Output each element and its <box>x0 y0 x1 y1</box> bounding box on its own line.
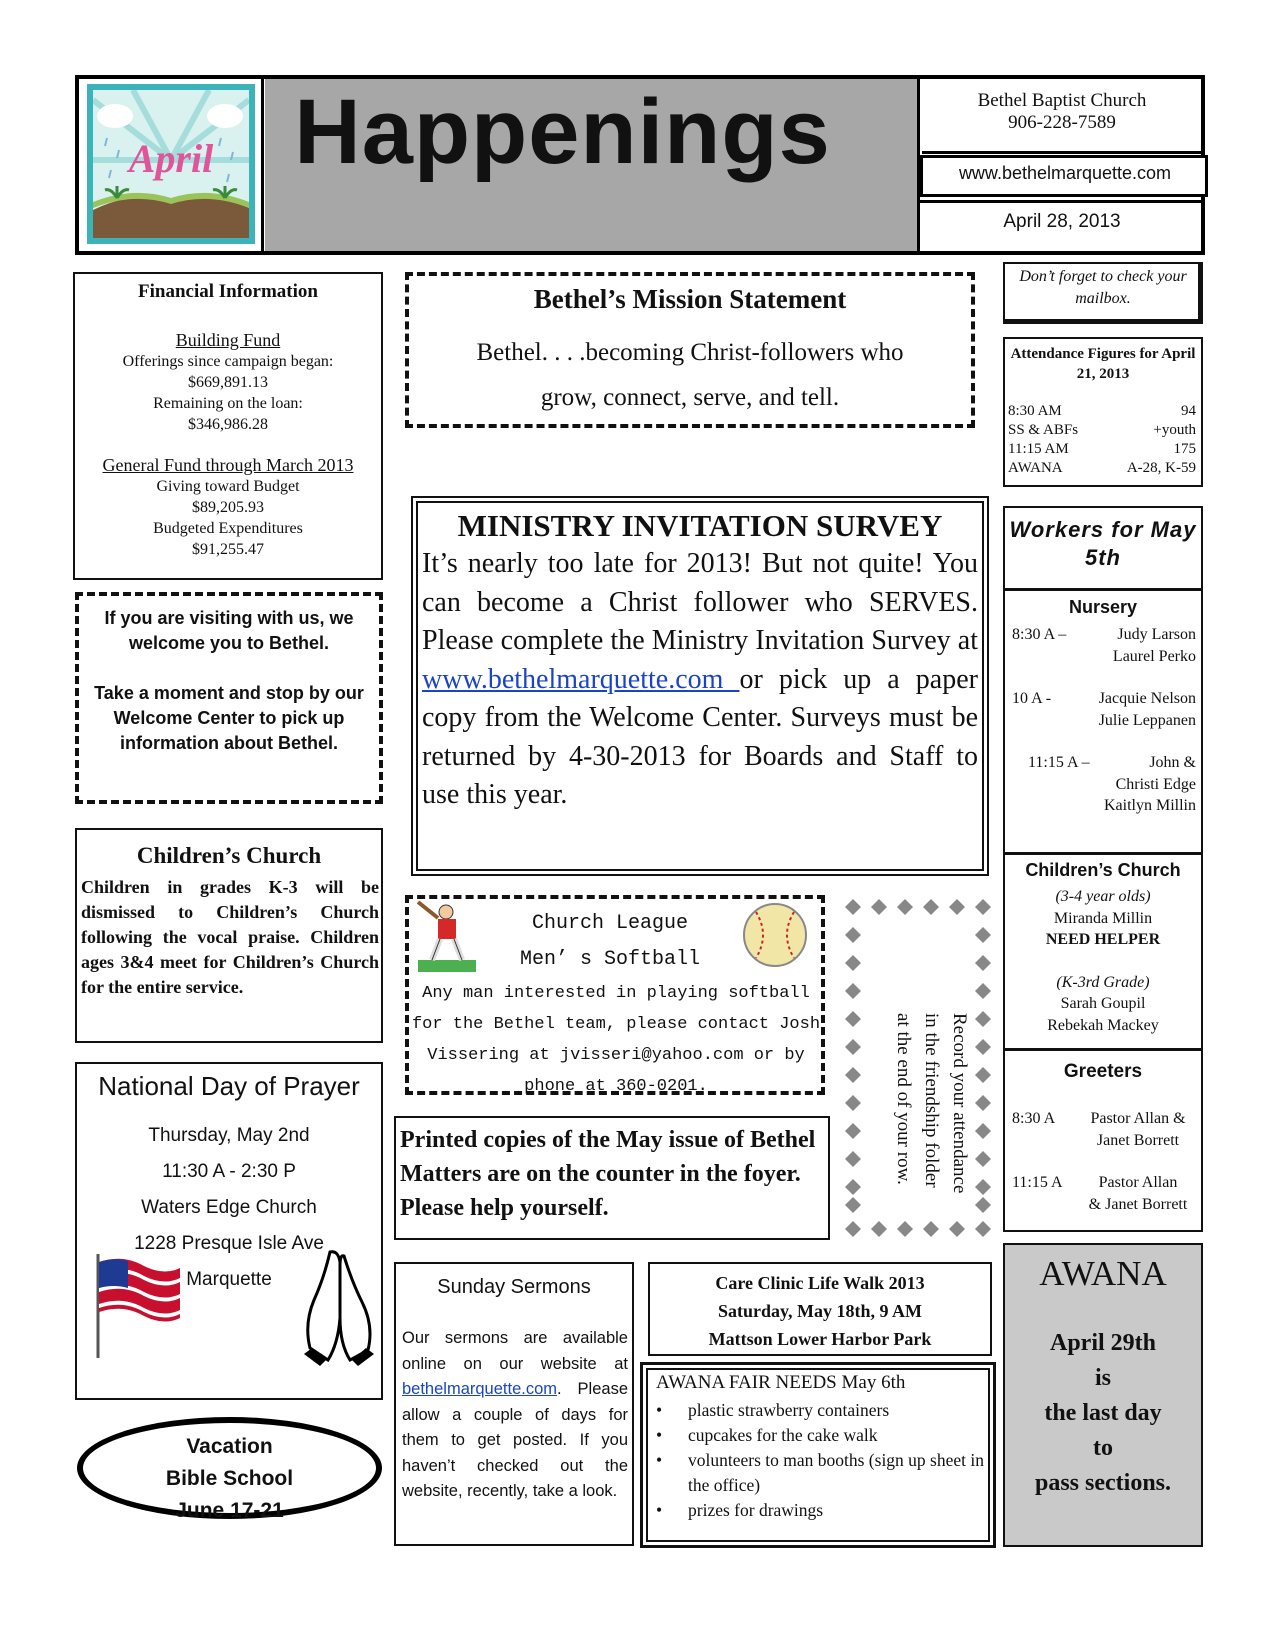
april-logo-image <box>93 90 249 238</box>
lifewalk-line2: Saturday, May 18th, 9 AM <box>717 1301 922 1321</box>
attendance-note-line2: in the friendship folder <box>921 1013 942 1188</box>
nursery-schedule <box>1012 624 1196 817</box>
mission-line1: Bethel. . . .becoming Christ-followers who <box>476 339 904 366</box>
softball-body: Any man interested in playing softball for the Bethel team, please contact Josh Vissering at jvisseri@yahoo.com or by phone at 360-0201. <box>411 984 821 1096</box>
financial-body <box>75 330 381 560</box>
awana-heading: AWANA <box>1039 1254 1167 1293</box>
nursery-title: Nursery <box>1068 597 1138 617</box>
nursery-slot: 11:15 A – John & Christi Edge Kaitlyn Millin <box>1028 754 1196 814</box>
issue-date: April 28, 2013 <box>1003 211 1121 232</box>
prayer-heading: National Day of Prayer <box>98 1071 360 1101</box>
newsletter-title: Happenings <box>294 81 831 183</box>
prayer-day: Thursday, May 2nd <box>148 1125 310 1146</box>
awana-line4: to <box>1093 1435 1113 1461</box>
softball-line1: Church League <box>531 912 689 935</box>
softball-title <box>480 906 740 978</box>
survey-text-start: It’s nearly too late for 2013! But not quite! You can become a Christ follower who SERVES. Please complete the Ministry Invitation Survey at <box>422 548 978 656</box>
remaining-value: $346,986.28 <box>188 416 268 433</box>
cc-need-helper: NEED HELPER <box>1045 931 1161 948</box>
church-phone: 906-228-7589 <box>1008 112 1116 133</box>
cc-title: Children’s Church <box>1025 860 1181 880</box>
cc-schedule <box>1005 886 1201 1036</box>
workers-divider <box>1003 852 1203 855</box>
attendance-note-line1: Record your attendance <box>949 1013 970 1194</box>
softball-line2: Men’ s Softball <box>519 948 701 971</box>
welcome-line2: Take a moment and stop by our Welcome Center to pick up information about Bethel. <box>94 683 364 753</box>
childrens-church-body: Children in grades K-3 will be dismissed to Children’s Church following the vocal praise. Children ages 3&4 meet for Children’s Church for the entire service. <box>81 877 379 997</box>
lifewalk-line1: Care Clinic Life Walk 2013 <box>715 1273 925 1293</box>
cc-group2: (K-3rd Grade) <box>1056 973 1150 991</box>
sermons-body <box>402 1326 628 1505</box>
mission-statement <box>405 330 975 420</box>
attendance-note <box>863 1013 973 1213</box>
sermons-text-start: Our sermons are available online on our website at <box>402 1329 628 1373</box>
vbs-text <box>77 1431 382 1527</box>
greeters-schedule <box>1012 1108 1196 1215</box>
attendance-row: 8:30 AM 94 <box>1008 403 1196 419</box>
awana-line3: the last day <box>1044 1400 1162 1426</box>
building-fund-title: Building Fund <box>175 330 281 350</box>
church-contact <box>922 84 1202 154</box>
sermons-link[interactable]: bethelmarquette.com <box>402 1380 558 1398</box>
flag-icon <box>94 1252 184 1360</box>
giving-value: $89,205.93 <box>192 499 264 516</box>
attendance-row: 11:15 AM 175 <box>1008 441 1196 457</box>
giving-label: Giving toward Budget <box>156 478 300 495</box>
awana-text <box>1005 1326 1201 1501</box>
printed-text: Printed copies of the May issue of Bethel Matters are on the counter in the foyer. Please help yourself. <box>400 1127 816 1221</box>
church-name: Bethel Baptist Church <box>977 90 1147 111</box>
greeter-slot: 8:30 A Pastor Allan & Janet Borrett <box>1012 1110 1186 1149</box>
childrens-church-heading: Children’s Church <box>136 843 322 868</box>
fair-item: • cupcakes for the cake walk <box>656 1425 878 1445</box>
attendance-row: SS & ABFs +youth <box>1008 422 1196 438</box>
nursery-slot: 10 A - Jacquie Nelson Julie Leppanen <box>1012 690 1196 729</box>
expenditures-label: Budgeted Expenditures <box>153 520 303 537</box>
attendance-row: AWANA A-28, K-59 <box>1008 460 1196 476</box>
fair-list <box>650 1398 992 1523</box>
fair-item: • prizes for drawings <box>656 1500 824 1520</box>
fair-item: • plastic strawberry containers <box>656 1400 890 1420</box>
april-logo-text: April <box>128 136 214 181</box>
workers-heading: Workers for May 5th <box>1009 517 1197 570</box>
cc-name3: Rebekah Mackey <box>1047 1016 1159 1034</box>
awana-line2: is <box>1094 1365 1111 1391</box>
website-url[interactable]: www.bethelmarquette.com <box>958 163 1172 183</box>
fair-heading: AWANA FAIR NEEDS May 6th <box>656 1372 906 1393</box>
workers-divider <box>1003 588 1203 591</box>
sermons-heading: Sunday Sermons <box>437 1276 591 1298</box>
attendance-table <box>1008 402 1196 478</box>
mission-heading: Bethel’s Mission Statement <box>533 284 847 314</box>
survey-heading: MINISTRY INVITATION SURVEY <box>457 508 943 543</box>
mailbox-text: Don’t forget to check your mailbox. <box>1019 268 1187 307</box>
lifewalk-text <box>650 1269 990 1353</box>
remaining-label: Remaining on the loan: <box>153 395 303 412</box>
attendance-heading: Attendance Figures for April 21, 2013 <box>1010 346 1196 382</box>
expenditures-value: $91,255.47 <box>192 541 264 558</box>
greeter-slot: 11:15 A Pastor Allan & Janet Borrett <box>1012 1174 1188 1213</box>
header-divider <box>920 200 1202 203</box>
attendance-note-line3: at the end of your row. <box>893 1013 914 1185</box>
prayer-city: Marquette <box>186 1269 272 1290</box>
awana-line5: pass sections. <box>1034 1470 1172 1496</box>
welcome-text <box>90 606 368 756</box>
awana-line1: April 29th <box>1049 1330 1156 1356</box>
cc-name2: Sarah Goupil <box>1060 995 1146 1012</box>
survey-link[interactable]: www.bethelmarquette.com <box>422 663 740 695</box>
offerings-label: Offerings since campaign began: <box>122 353 334 370</box>
offerings-value: $669,891.13 <box>188 374 268 391</box>
april-logo <box>87 84 255 244</box>
workers-divider <box>1003 1048 1203 1051</box>
general-fund-title: General Fund through March 2013 <box>102 455 354 475</box>
nursery-slot: 8:30 A – Judy Larson Laurel Perko <box>1012 626 1196 665</box>
greeters-title: Greeters <box>1063 1061 1143 1082</box>
lifewalk-line3: Mattson Lower Harbor Park <box>708 1329 932 1349</box>
softball-icon <box>742 902 808 968</box>
sermons-text-end: . Please allow a couple of days for them to get posted. If you haven’t checked out the website, recently, take a look. <box>402 1380 628 1500</box>
batter-icon <box>412 898 482 976</box>
survey-body <box>422 545 978 815</box>
praying-hands-icon <box>300 1248 378 1366</box>
vbs-line2: Bible School <box>165 1467 294 1490</box>
vbs-line1: Vacation <box>186 1435 273 1458</box>
cc-group1: (3-4 year olds) <box>1055 888 1151 905</box>
mission-line2: grow, connect, serve, and tell. <box>540 384 840 411</box>
prayer-address: 1228 Presque Isle Ave <box>134 1233 324 1254</box>
fair-item: • volunteers to man booths (sign up sheet in the office) <box>656 1450 985 1495</box>
prayer-place: Waters Edge Church <box>141 1197 317 1218</box>
welcome-line1: If you are visiting with us, we welcome you to Bethel. <box>104 608 354 653</box>
vbs-line3: June 17-21 <box>175 1499 284 1522</box>
prayer-time: 11:30 A - 2:30 P <box>162 1161 296 1182</box>
financial-heading: Financial Information <box>138 281 318 302</box>
cc-name1: Miranda Millin <box>1053 909 1153 927</box>
survey-text-end: or pick up a paper copy from the Welcome Center. Surveys must be returned by 4-30-2013 for Boards and Staff to use this year. <box>422 663 978 810</box>
